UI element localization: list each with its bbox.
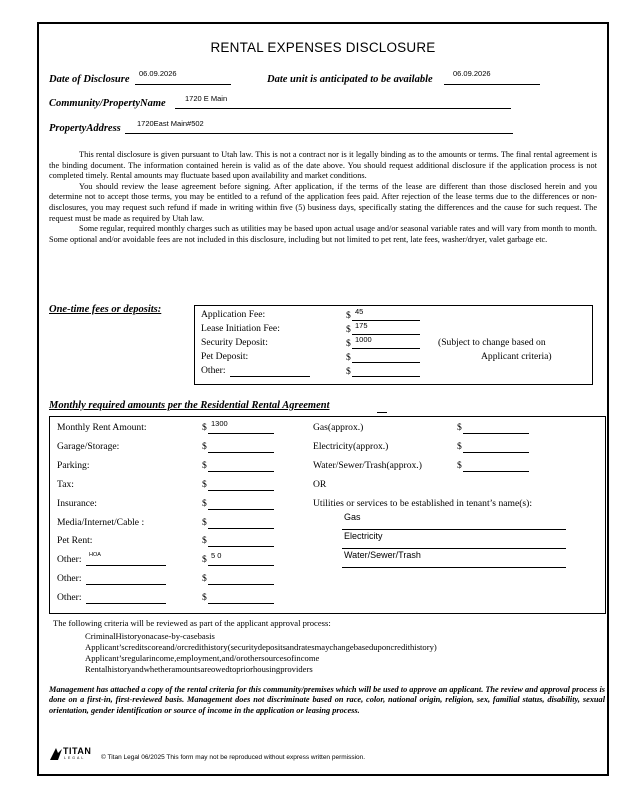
monthly-item-currency: $: [202, 573, 207, 584]
date-available-line: [444, 84, 540, 85]
application-fee-currency: $: [346, 310, 351, 321]
community-label: Community/PropertyName: [49, 98, 166, 109]
logo-text: TITAN: [63, 746, 92, 756]
electricity-label: Electricity(approx.): [313, 441, 389, 452]
water-sewer-trash-label: Water/Sewer/Trash(approx.): [313, 460, 422, 471]
monthly-item-line: [208, 490, 274, 491]
paragraph-1: This rental disclosure is given pursuant to Utah law. This is not a contract nor is it legally binding as to the amounts or terms. The final rental agreement is the binding document. The information contained herein is valid as of the date above. You should request additional disclosure if the application process is not completed timely. Rental amounts may fluctuate based upon availability and market conditions.: [49, 150, 597, 181]
utility-line-3: [342, 567, 566, 568]
monthly-item-label: Other:: [57, 573, 82, 584]
other-fee-desc-line[interactable]: [230, 376, 310, 377]
community-value[interactable]: 1720 E Main: [185, 94, 228, 103]
application-fee-label: Application Fee:: [201, 309, 266, 320]
pet-deposit-currency: $: [346, 352, 351, 363]
paragraph-3: Some regular, required monthly charges such as utilities may be based upon actual usage and/or seasonal variable rates and will vary from month to month. Some optional and/or avoidable fees are not included in this disclosure, including but not limited to pet rent, late fees, washer/dryer, valet garbage etc.: [49, 224, 597, 244]
electricity-currency: $: [457, 441, 462, 452]
pet-deposit-line: [352, 362, 420, 363]
water-sewer-trash-line[interactable]: [463, 471, 529, 472]
monthly-other-desc-line[interactable]: [86, 565, 166, 566]
address-value[interactable]: 1720East Main#502: [137, 119, 204, 128]
date-of-disclosure-line: [135, 84, 231, 85]
other-fee-currency: $: [346, 366, 351, 377]
criteria-note-line2: Applicant criteria): [481, 351, 552, 362]
security-deposit-label: Security Deposit:: [201, 337, 268, 348]
date-available-label: Date unit is anticipated to be available: [267, 74, 433, 85]
monthly-item-label: Monthly Rent Amount:: [57, 422, 147, 433]
monthly-item-currency: $: [202, 479, 207, 490]
lease-initiation-fee-value[interactable]: 175: [355, 321, 368, 330]
monthly-item-value[interactable]: 5 0: [211, 551, 222, 560]
monthly-item-currency: $: [202, 422, 207, 433]
electricity-line[interactable]: [463, 452, 529, 453]
gas-currency: $: [457, 422, 462, 433]
utilities-tenant-label: Utilities or services to be established in tenant’s name(s):: [313, 498, 533, 509]
utility-water-value[interactable]: Water/Sewer/Trash: [344, 550, 421, 560]
monthly-item-label: Other:: [57, 592, 82, 603]
community-line: [175, 108, 511, 109]
monthly-other-desc-line[interactable]: [86, 584, 166, 585]
monthly-item-label: Other:: [57, 554, 82, 565]
monthly-item-line: [208, 603, 274, 604]
monthly-item-label: Tax:: [57, 479, 74, 490]
pet-deposit-label: Pet Deposit:: [201, 351, 249, 362]
monthly-item-currency: $: [202, 517, 207, 528]
lease-initiation-fee-label: Lease Initiation Fee:: [201, 323, 280, 334]
criteria-note-line1: (Subject to change based on: [438, 337, 546, 348]
monthly-item-line: [208, 565, 274, 566]
gas-line[interactable]: [463, 433, 529, 434]
water-sewer-trash-currency: $: [457, 460, 462, 471]
date-available-value[interactable]: 06.09.2026: [453, 69, 491, 78]
monthly-item-line: [208, 546, 274, 547]
monthly-item-currency: $: [202, 441, 207, 452]
monthly-item-line: [208, 509, 274, 510]
logo-subtext: LEGAL: [64, 756, 86, 760]
management-notice: Management has attached a copy of the rental criteria for this community/premises which will be used to approve an applicant. The review and approval process is done on a first-in, first-reviewed basis. Management does not discriminate based on race, color, national origin, religion, sex, familial status, disability, sexual orientation, gender identification or source of income in the application or leasing process.: [49, 685, 605, 715]
criteria-intro: The following criteria will be reviewed as part of the applicant approval process:: [53, 618, 331, 628]
date-of-disclosure-label: Date of Disclosure: [49, 74, 130, 85]
utility-line-2: [342, 548, 566, 549]
utility-gas-value[interactable]: Gas: [344, 512, 361, 522]
security-deposit-currency: $: [346, 338, 351, 349]
criteria-item-3: Applicant’sregularincome,employment,and/orothersourcesofincome: [85, 653, 320, 663]
address-line: [125, 133, 513, 134]
criteria-item-1: CriminalHistoryonacase-by-casebasis: [85, 631, 215, 641]
monthly-item-label: Pet Rent:: [57, 535, 93, 546]
monthly-other-desc-line[interactable]: [86, 603, 166, 604]
security-deposit-line: [352, 348, 420, 349]
lease-initiation-fee-currency: $: [346, 324, 351, 335]
monthly-item-label: Garage/Storage:: [57, 441, 120, 452]
security-deposit-value[interactable]: 1000: [355, 335, 372, 344]
application-fee-value[interactable]: 45: [355, 307, 364, 316]
titan-logo-icon: [49, 747, 63, 761]
monthly-other-note[interactable]: HOA: [89, 552, 101, 558]
monthly-item-value[interactable]: 1300: [211, 419, 228, 428]
address-label: PropertyAddress: [49, 123, 121, 134]
monthly-item-currency: $: [202, 460, 207, 471]
form-frame: [37, 22, 609, 776]
date-of-disclosure-value[interactable]: 06.09.2026: [139, 69, 177, 78]
monthly-item-line: [208, 452, 274, 453]
criteria-item-4: Rentalhistoryandwhetheramountsareowedtopriorhousingproviders: [85, 664, 313, 674]
other-fee-line: [352, 376, 420, 377]
monthly-item-line: [208, 528, 274, 529]
monthly-item-currency: $: [202, 498, 207, 509]
monthly-item-label: Parking:: [57, 460, 90, 471]
monthly-title-tail: [377, 412, 387, 413]
monthly-item-currency: $: [202, 554, 207, 565]
form-title: RENTAL EXPENSES DISCLOSURE: [210, 40, 436, 55]
monthly-title: Monthly required amounts per the Residential Rental Agreement: [49, 400, 330, 411]
criteria-item-2: Applicant’screditscoreand/orcredithistory(securitydepositsandratesmaychangebaseduponcredithistory): [85, 642, 437, 652]
footer-copyright: © Titan Legal 06/2025 This form may not be reproduced without express written permission.: [101, 754, 366, 761]
monthly-item-line: [208, 433, 274, 434]
monthly-item-label: Insurance:: [57, 498, 97, 509]
monthly-item-line: [208, 471, 274, 472]
monthly-item-currency: $: [202, 535, 207, 546]
titan-legal-logo: [49, 747, 99, 761]
gas-label: Gas(approx.): [313, 422, 364, 433]
paragraph-2: You should review the lease agreement before signing. After application, if the terms of the lease are different than those disclosed herein and you determine not to accept those terms, you may be entitled to a refund of the application fees paid. After rejection of the lease terms due to the differences or non-disclosures, you may request such refund if made in writing within five (5) business days, specifically stating the differences and the cause for such request. The request must be made as required by Utah law.: [49, 181, 597, 223]
monthly-item-currency: $: [202, 592, 207, 603]
other-fee-label: Other:: [201, 365, 226, 376]
or-label: OR: [313, 479, 327, 490]
monthly-item-line: [208, 584, 274, 585]
one-time-fees-title: One-time fees or deposits:: [49, 304, 162, 315]
monthly-item-label: Media/Internet/Cable :: [57, 517, 145, 528]
utility-line-1: [342, 529, 566, 530]
disclosure-text: [49, 150, 597, 245]
utility-electricity-value[interactable]: Electricity: [344, 531, 383, 541]
